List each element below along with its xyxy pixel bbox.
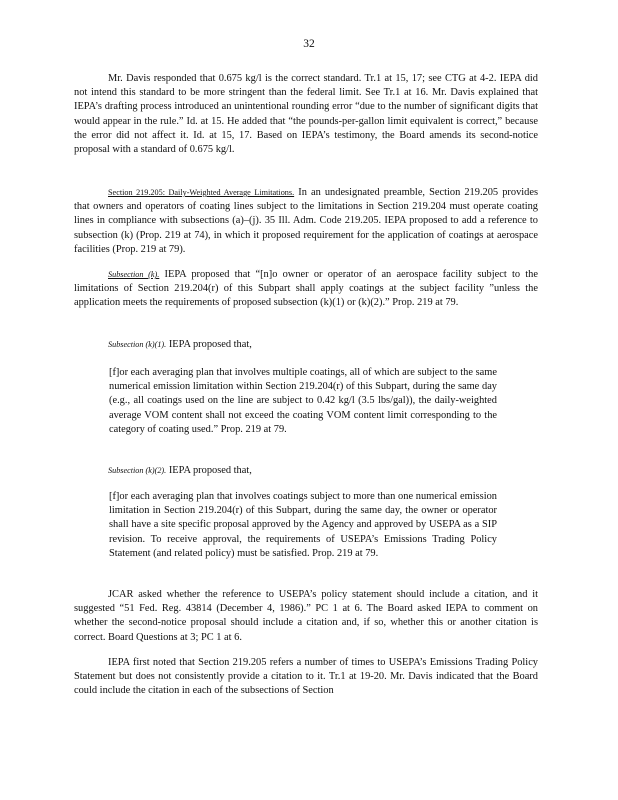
block-quote-k1: [f]or each averaging plan that involves multiple coatings, all of which are subject to the same numerical emission limitation within Section 219.204(r) of this Subpart, during the same day (e.g., all coatings used on the line are subject to 0.42 kg/l (3.5 lbs/gal)), the daily-weighted average VOM content shall not exceed the coating VOM content limit corresponding to the category of coating used.” Prop. 219 at 79. — [109, 367, 497, 435]
paragraph-text: Mr. Davis responded that 0.675 kg/l is the correct standard. Tr.1 at 15, 17; see CTG at 4-2. IEPA did not intend this standard to be more stringent than the federal limit. See Tr.1 at 16. Mr. Davis explained that IEPA’s drafting process introduced an unintentional rounding error “due to the number of significant digits that would appear in the rule.” Id. at 15. He added that “the pounds-per-gallon limit equivalent is correct,” because the error did not affect it. Id. at 15, 17. Based on IEPA’s testimony, the Board amends its second-notice proposal with a standard of 0.675 kg/l. — [74, 73, 538, 156]
paragraph-iepa-noted — [74, 656, 538, 699]
subsection-heading: Subsection (k)(1). — [108, 340, 167, 349]
paragraph-jcar — [74, 588, 538, 645]
block-quote-k2: [f]or each averaging plan that involves coatings subject to more than one numerical emission limitation in Section 219.204(r) of this Subpart, during the same day, the owner or operator shall have a site specific proposal approved by the Agency and approved by USEPA as a SIP revision. To receive approval, the requirements of USEPA’s Emissions Trading Policy Statement (and related policy) must be satisfied. Prop. 219 at 79. — [109, 491, 497, 559]
paragraph-section-219-205 — [74, 186, 538, 257]
subsection-heading: Subsection (k)(2). — [108, 466, 167, 475]
paragraph-subsection-k — [74, 268, 538, 311]
subsection-heading: Subsection (k). — [108, 270, 160, 279]
paragraph-text: IEPA proposed that, — [168, 339, 252, 350]
paragraph-text: IEPA proposed that, — [168, 465, 252, 476]
paragraph-text: In an undesignated preamble, Section 219.205 provides that owners and operators of coating lines subject to the limitations in Section 219.204 must operate coating lines in compliance with subsections (a)–(j). 35 Ill. Adm. Code 219.205. IEPA proposed to add a reference to subsection (k) (Prop. 219 at 74), in which it proposed requirement for the application of coatings at aerospace facilities (Prop. 219 at 79). — [74, 187, 538, 255]
paragraph-text: IEPA first noted that Section 219.205 refers a number of times to USEPA’s Emissions Trading Policy Statement but does not consistently provide a citation to it. Tr.1 at 19-20. Mr. Davis indicated that the Board could include the citation in each of the subsections of Section — [74, 657, 538, 697]
paragraph-text: JCAR asked whether the reference to USEPA’s policy statement should include a citation, and it suggested “51 Fed. Reg. 43814 (December 4, 1986).” PC 1 at 6. The Board asked IEPA to comment on whether the second-notice proposal should include a citation and, if so, whether this or another citation is correct. Board Questions at 3; PC 1 at 6. — [74, 589, 538, 643]
section-heading: Section 219.205: Daily-Weighted Average Limitations. — [108, 188, 295, 197]
paragraph-davis-response — [74, 72, 538, 157]
page-number: 32 — [303, 38, 315, 50]
paragraph-text: IEPA proposed that “[n]o owner or operator of an aerospace facility subject to the limitations of Section 219.204(r) of this Subpart shall apply coatings at the subject facility ”unless the application meets the requirements of proposed subsection (k)(1) or (k)(2).” Prop. 219 at 79. — [74, 269, 538, 309]
paragraph-subsection-k1 — [74, 338, 538, 352]
paragraph-subsection-k2 — [74, 464, 538, 478]
